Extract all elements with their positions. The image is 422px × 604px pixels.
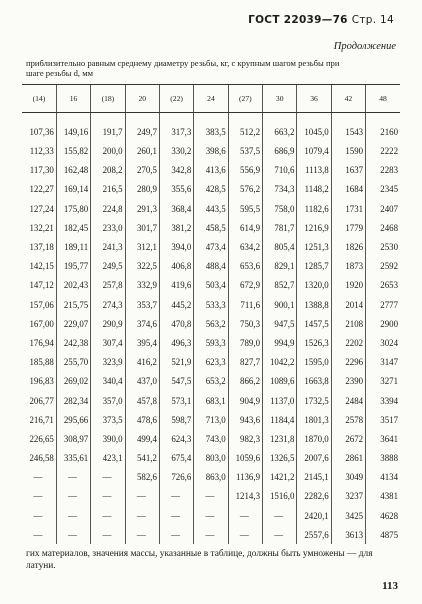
caption-line: приблизительно равным среднему диаметру резьбы, кг, с крупным шагом резьбы при — [26, 58, 340, 68]
table-cell: 195,77 — [56, 257, 90, 276]
mass-table — [22, 84, 400, 544]
table-cell: 781,7 — [263, 218, 297, 237]
table-cell: 3271 — [366, 372, 400, 391]
table-cell: 1731 — [331, 199, 365, 218]
table-cell: 1388,8 — [297, 295, 331, 314]
table-cell: 1801,3 — [297, 410, 331, 429]
table-cell: 2390 — [331, 372, 365, 391]
table-cell: — — [33, 529, 43, 540]
table-cell: 137,18 — [29, 242, 54, 253]
table-cell: 191,7 — [91, 113, 125, 142]
table-cell: 216,71 — [29, 414, 54, 425]
table-cell: 541,2 — [125, 449, 159, 468]
table-header-row — [22, 85, 400, 113]
table-cell: — — [91, 487, 125, 506]
table-cell: 866,2 — [228, 372, 262, 391]
table-cell: 2530 — [366, 237, 400, 256]
table-cell: 373,5 — [91, 410, 125, 429]
table-cell: 4875 — [366, 525, 400, 544]
table-cell: 743,0 — [194, 429, 228, 448]
table-row — [22, 391, 400, 410]
table-cell: 503,4 — [194, 276, 228, 295]
table-cell: 1421,2 — [263, 468, 297, 487]
table-cell: 260,1 — [125, 142, 159, 161]
table-cell: 711,6 — [228, 295, 262, 314]
table-cell: 189,11 — [56, 237, 90, 256]
table-row — [22, 410, 400, 429]
table-cell: 653,6 — [228, 257, 262, 276]
table-cell: 353,7 — [125, 295, 159, 314]
table-cell: 322,5 — [125, 257, 159, 276]
table-cell: — — [159, 525, 193, 544]
table-cell: 496,3 — [159, 333, 193, 352]
table-cell: 107,36 — [29, 127, 54, 138]
table-cell: — — [33, 510, 43, 521]
table-cell: 2672 — [331, 429, 365, 448]
table-cell: 282,34 — [56, 391, 90, 410]
page-header — [248, 14, 394, 26]
table-cell: 994,9 — [263, 333, 297, 352]
table-cell: — — [56, 468, 90, 487]
table-cell: 423,1 — [91, 449, 125, 468]
table-cell: 1059,6 — [228, 449, 262, 468]
table-cell: 537,5 — [228, 142, 262, 161]
table-cell: 3613 — [331, 525, 365, 544]
table-cell: — — [228, 506, 262, 525]
table-cell: 805,4 — [263, 237, 297, 256]
table-cell: 176,94 — [29, 337, 54, 348]
table-cell: 332,9 — [125, 276, 159, 295]
page-label: Стр. 14 — [351, 14, 394, 26]
table-cell: 342,8 — [159, 161, 193, 180]
table-cell: 593,3 — [194, 333, 228, 352]
table-cell: 1251,3 — [297, 237, 331, 256]
table-cell: 3517 — [366, 410, 400, 429]
table-cell: 295,66 — [56, 410, 90, 429]
table-cell: 2222 — [366, 142, 400, 161]
table-cell: — — [194, 506, 228, 525]
table-cell: 1457,5 — [297, 314, 331, 333]
table-row — [22, 525, 400, 544]
table-cell: 1870,0 — [297, 429, 331, 448]
table-cell: — — [91, 525, 125, 544]
table-cell: 175,80 — [56, 199, 90, 218]
table-cell: 533,3 — [194, 295, 228, 314]
table-cell: 488,4 — [194, 257, 228, 276]
table-cell: — — [56, 506, 90, 525]
table-cell: 127,24 — [29, 203, 54, 214]
standard-number: ГОСТ 22039—76 — [248, 14, 348, 26]
table-cell: 162,48 — [56, 161, 90, 180]
column-header: 30 — [263, 85, 297, 113]
table-cell: 229,07 — [56, 314, 90, 333]
table-cell: 301,7 — [125, 218, 159, 237]
table-cell: 1182,6 — [297, 199, 331, 218]
table-cell: 155,82 — [56, 142, 90, 161]
table-cell: 1045,0 — [297, 113, 331, 142]
table-row — [22, 429, 400, 448]
table-cell: 132,21 — [29, 222, 54, 233]
table-cell: 2202 — [331, 333, 365, 352]
table-cell: 2345 — [366, 180, 400, 199]
table-row — [22, 142, 400, 161]
table-cell: 573,1 — [159, 391, 193, 410]
table-cell: 2108 — [331, 314, 365, 333]
table-cell: 1543 — [331, 113, 365, 142]
table-cell: 335,61 — [56, 449, 90, 468]
table-cell: — — [91, 468, 125, 487]
column-header: (22) — [159, 85, 193, 113]
table-cell: 947,5 — [263, 314, 297, 333]
table-cell: 312,1 — [125, 237, 159, 256]
table-cell: 1526,3 — [297, 333, 331, 352]
table-cell: 1079,4 — [297, 142, 331, 161]
table-cell: 2014 — [331, 295, 365, 314]
table-cell: 3394 — [366, 391, 400, 410]
table-row — [22, 276, 400, 295]
table-cell: 2777 — [366, 295, 400, 314]
table-cell: — — [33, 491, 43, 502]
table-row — [22, 161, 400, 180]
table-cell: 598,7 — [159, 410, 193, 429]
table-cell: 340,4 — [91, 372, 125, 391]
table-cell: 1663,8 — [297, 372, 331, 391]
table-cell: 624,3 — [159, 429, 193, 448]
table-cell: 499,4 — [125, 429, 159, 448]
table-cell: 710,6 — [263, 161, 297, 180]
table-cell: 291,3 — [125, 199, 159, 218]
table-caption — [26, 58, 398, 78]
table-cell: 1137,0 — [263, 391, 297, 410]
table-row — [22, 180, 400, 199]
table-cell: — — [125, 506, 159, 525]
table-cell: — — [159, 487, 193, 506]
table-cell: 904,9 — [228, 391, 262, 410]
table-cell: 2592 — [366, 257, 400, 276]
caption-line: шаге резьбы d, мм — [26, 68, 94, 78]
table-cell: 1590 — [331, 142, 365, 161]
table-row — [22, 468, 400, 487]
table-cell: 196,83 — [29, 376, 54, 387]
table-cell: 563,2 — [194, 314, 228, 333]
table-cell: 323,9 — [91, 353, 125, 372]
table-cell: 224,8 — [91, 199, 125, 218]
table-cell: 4134 — [366, 468, 400, 487]
table-cell: 445,2 — [159, 295, 193, 314]
table-cell: 734,3 — [263, 180, 297, 199]
continuation-label: Продолжение — [333, 41, 396, 52]
table-cell: — — [194, 487, 228, 506]
table-cell: 185,88 — [29, 357, 54, 368]
table-cell: 803,0 — [194, 449, 228, 468]
table-cell: 2282,6 — [297, 487, 331, 506]
table-cell: 208,2 — [91, 161, 125, 180]
table-cell: 317,3 — [159, 113, 193, 142]
table-row — [22, 372, 400, 391]
table-cell: 215,75 — [56, 295, 90, 314]
table-cell: 4381 — [366, 487, 400, 506]
table-cell: 789,0 — [228, 333, 262, 352]
table-cell: 226,65 — [29, 433, 54, 444]
table-cell: 167,00 — [29, 318, 54, 329]
table-cell: 634,2 — [228, 237, 262, 256]
table-cell: 2160 — [366, 113, 400, 142]
table-cell: 2407 — [366, 199, 400, 218]
table-cell: 368,4 — [159, 199, 193, 218]
table-row — [22, 295, 400, 314]
table-row — [22, 487, 400, 506]
table-cell: 149,16 — [56, 113, 90, 142]
table-cell: 1873 — [331, 257, 365, 276]
table-cell: 1214,3 — [228, 487, 262, 506]
table-cell: 290,9 — [91, 314, 125, 333]
table-cell: — — [263, 506, 297, 525]
table-cell: — — [263, 525, 297, 544]
table-body — [22, 113, 400, 545]
table-row — [22, 237, 400, 256]
table-cell: 308,97 — [56, 429, 90, 448]
table-row — [22, 314, 400, 333]
table-cell: 383,5 — [194, 113, 228, 142]
table-cell: 512,2 — [228, 113, 262, 142]
table-cell: 863,0 — [194, 468, 228, 487]
column-header: 16 — [56, 85, 90, 113]
footer-note: гих материалов, значения массы, указанные в таблице, должны быть умножены — для латуни. — [26, 549, 373, 571]
table-cell: 398,6 — [194, 142, 228, 161]
table-cell: 457,8 — [125, 391, 159, 410]
table-cell: 2296 — [331, 353, 365, 372]
table-cell: 1826 — [331, 237, 365, 256]
table-cell: 458,5 — [194, 218, 228, 237]
table-cell: 157,06 — [29, 299, 54, 310]
table-cell: 478,6 — [125, 410, 159, 429]
table-cell: 395,4 — [125, 333, 159, 352]
table-cell: 582,6 — [125, 468, 159, 487]
table-cell: 437,0 — [125, 372, 159, 391]
table-cell: 2468 — [366, 218, 400, 237]
table-cell: 443,5 — [194, 199, 228, 218]
table-cell: 2145,1 — [297, 468, 331, 487]
table-cell: 242,38 — [56, 333, 90, 352]
table-cell: 614,9 — [228, 218, 262, 237]
table-cell: 1113,8 — [297, 161, 331, 180]
table-cell: — — [159, 506, 193, 525]
column-header: 20 — [125, 85, 159, 113]
table-cell: — — [194, 525, 228, 544]
table-cell: 1320,0 — [297, 276, 331, 295]
table-cell: 112,33 — [29, 146, 54, 157]
table-cell: 653,2 — [194, 372, 228, 391]
column-header: (27) — [228, 85, 262, 113]
table-cell: 280,9 — [125, 180, 159, 199]
table-cell: 374,6 — [125, 314, 159, 333]
table-cell: 257,8 — [91, 276, 125, 295]
table-cell: 2007,6 — [297, 449, 331, 468]
table-cell: 672,9 — [228, 276, 262, 295]
table-cell: 1637 — [331, 161, 365, 180]
table-cell: 2557,6 — [297, 525, 331, 544]
table-cell: 428,5 — [194, 180, 228, 199]
table-cell: 117,30 — [29, 165, 54, 176]
table-cell: 355,6 — [159, 180, 193, 199]
table-cell: 330,2 — [159, 142, 193, 161]
table-cell: 663,2 — [263, 113, 297, 142]
table-cell: 852,7 — [263, 276, 297, 295]
table-cell: 982,3 — [228, 429, 262, 448]
table-row — [22, 257, 400, 276]
table-cell: 307,4 — [91, 333, 125, 352]
table-cell: 381,2 — [159, 218, 193, 237]
table-cell: 2900 — [366, 314, 400, 333]
table-cell: 1684 — [331, 180, 365, 199]
table-cell: 2420,1 — [297, 506, 331, 525]
table-cell: 470,8 — [159, 314, 193, 333]
table-cell: 623,3 — [194, 353, 228, 372]
table-cell: 473,4 — [194, 237, 228, 256]
column-header: 36 — [297, 85, 331, 113]
table-cell: 675,4 — [159, 449, 193, 468]
table-cell: 1285,7 — [297, 257, 331, 276]
table-cell: — — [33, 472, 43, 483]
table-cell: 1148,2 — [297, 180, 331, 199]
column-header: (14) — [22, 85, 56, 113]
table-cell: 3147 — [366, 353, 400, 372]
table-cell: 683,1 — [194, 391, 228, 410]
table-cell: 2283 — [366, 161, 400, 180]
table-cell: 1089,6 — [263, 372, 297, 391]
table-cell: — — [125, 525, 159, 544]
table-cell: 270,5 — [125, 161, 159, 180]
table-cell: 394,0 — [159, 237, 193, 256]
table-cell: 233,0 — [91, 218, 125, 237]
table-cell: — — [228, 525, 262, 544]
table-cell: — — [125, 487, 159, 506]
table-cell: 4628 — [366, 506, 400, 525]
table-row — [22, 113, 400, 142]
table-cell: 216,5 — [91, 180, 125, 199]
table-cell: 3049 — [331, 468, 365, 487]
table-cell: 200,0 — [91, 142, 125, 161]
table-cell: 413,6 — [194, 161, 228, 180]
table-cell: 406,8 — [159, 257, 193, 276]
table-cell: 1216,9 — [297, 218, 331, 237]
table-cell: 2484 — [331, 391, 365, 410]
table-cell: 726,6 — [159, 468, 193, 487]
table-row — [22, 218, 400, 237]
table-cell: 547,5 — [159, 372, 193, 391]
table-row — [22, 199, 400, 218]
table-cell: 202,43 — [56, 276, 90, 295]
table-cell: 241,3 — [91, 237, 125, 256]
column-header: 48 — [366, 85, 400, 113]
table-cell: 142,15 — [29, 261, 54, 272]
table-cell: 255,70 — [56, 353, 90, 372]
table-cell: 900,1 — [263, 295, 297, 314]
table-cell: 595,5 — [228, 199, 262, 218]
table-cell: 3237 — [331, 487, 365, 506]
table-cell: 556,9 — [228, 161, 262, 180]
table-cell: 3024 — [366, 333, 400, 352]
table-cell: 1326,5 — [263, 449, 297, 468]
table-cell: 249,5 — [91, 257, 125, 276]
table-cell: 758,0 — [263, 199, 297, 218]
table-cell: 246,58 — [29, 453, 54, 464]
table-cell: — — [91, 506, 125, 525]
column-header: 42 — [331, 85, 365, 113]
table-cell: 1516,0 — [263, 487, 297, 506]
table-cell: 1231,8 — [263, 429, 297, 448]
table-cell: 3641 — [366, 429, 400, 448]
table-cell: — — [56, 525, 90, 544]
table-cell: 122,27 — [29, 184, 54, 195]
page-number: 113 — [382, 580, 398, 592]
column-header: 24 — [194, 85, 228, 113]
table-cell: 357,0 — [91, 391, 125, 410]
table-cell: 713,0 — [194, 410, 228, 429]
table-cell: 1136,9 — [228, 468, 262, 487]
table-cell: 686,9 — [263, 142, 297, 161]
table-cell: 750,3 — [228, 314, 262, 333]
table-row — [22, 506, 400, 525]
table-cell: 1779 — [331, 218, 365, 237]
table-cell: 829,1 — [263, 257, 297, 276]
table-row — [22, 333, 400, 352]
table-cell: 2861 — [331, 449, 365, 468]
table-cell: — — [56, 487, 90, 506]
table-cell: 943,6 — [228, 410, 262, 429]
column-header: (18) — [91, 85, 125, 113]
table-cell: 827,7 — [228, 353, 262, 372]
table-cell: 521,9 — [159, 353, 193, 372]
table-cell: 1732,5 — [297, 391, 331, 410]
table-cell: 147,12 — [29, 280, 54, 291]
table-cell: 2653 — [366, 276, 400, 295]
table-row — [22, 353, 400, 372]
table-cell: 249,7 — [125, 113, 159, 142]
table-cell: 206,77 — [29, 395, 54, 406]
table-cell: 3888 — [366, 449, 400, 468]
table-cell: 274,3 — [91, 295, 125, 314]
table-cell: 1184,4 — [263, 410, 297, 429]
table-cell: 1920 — [331, 276, 365, 295]
table-cell: 419,6 — [159, 276, 193, 295]
table-row — [22, 449, 400, 468]
table-cell: 182,45 — [56, 218, 90, 237]
table-cell: 576,2 — [228, 180, 262, 199]
table-cell: 416,2 — [125, 353, 159, 372]
table-cell: 269,02 — [56, 372, 90, 391]
table-cell: 3425 — [331, 506, 365, 525]
table-cell: 2578 — [331, 410, 365, 429]
table-cell: 390,0 — [91, 429, 125, 448]
table-cell: 169,14 — [56, 180, 90, 199]
table-cell: 1042,2 — [263, 353, 297, 372]
table-cell: 1595,0 — [297, 353, 331, 372]
